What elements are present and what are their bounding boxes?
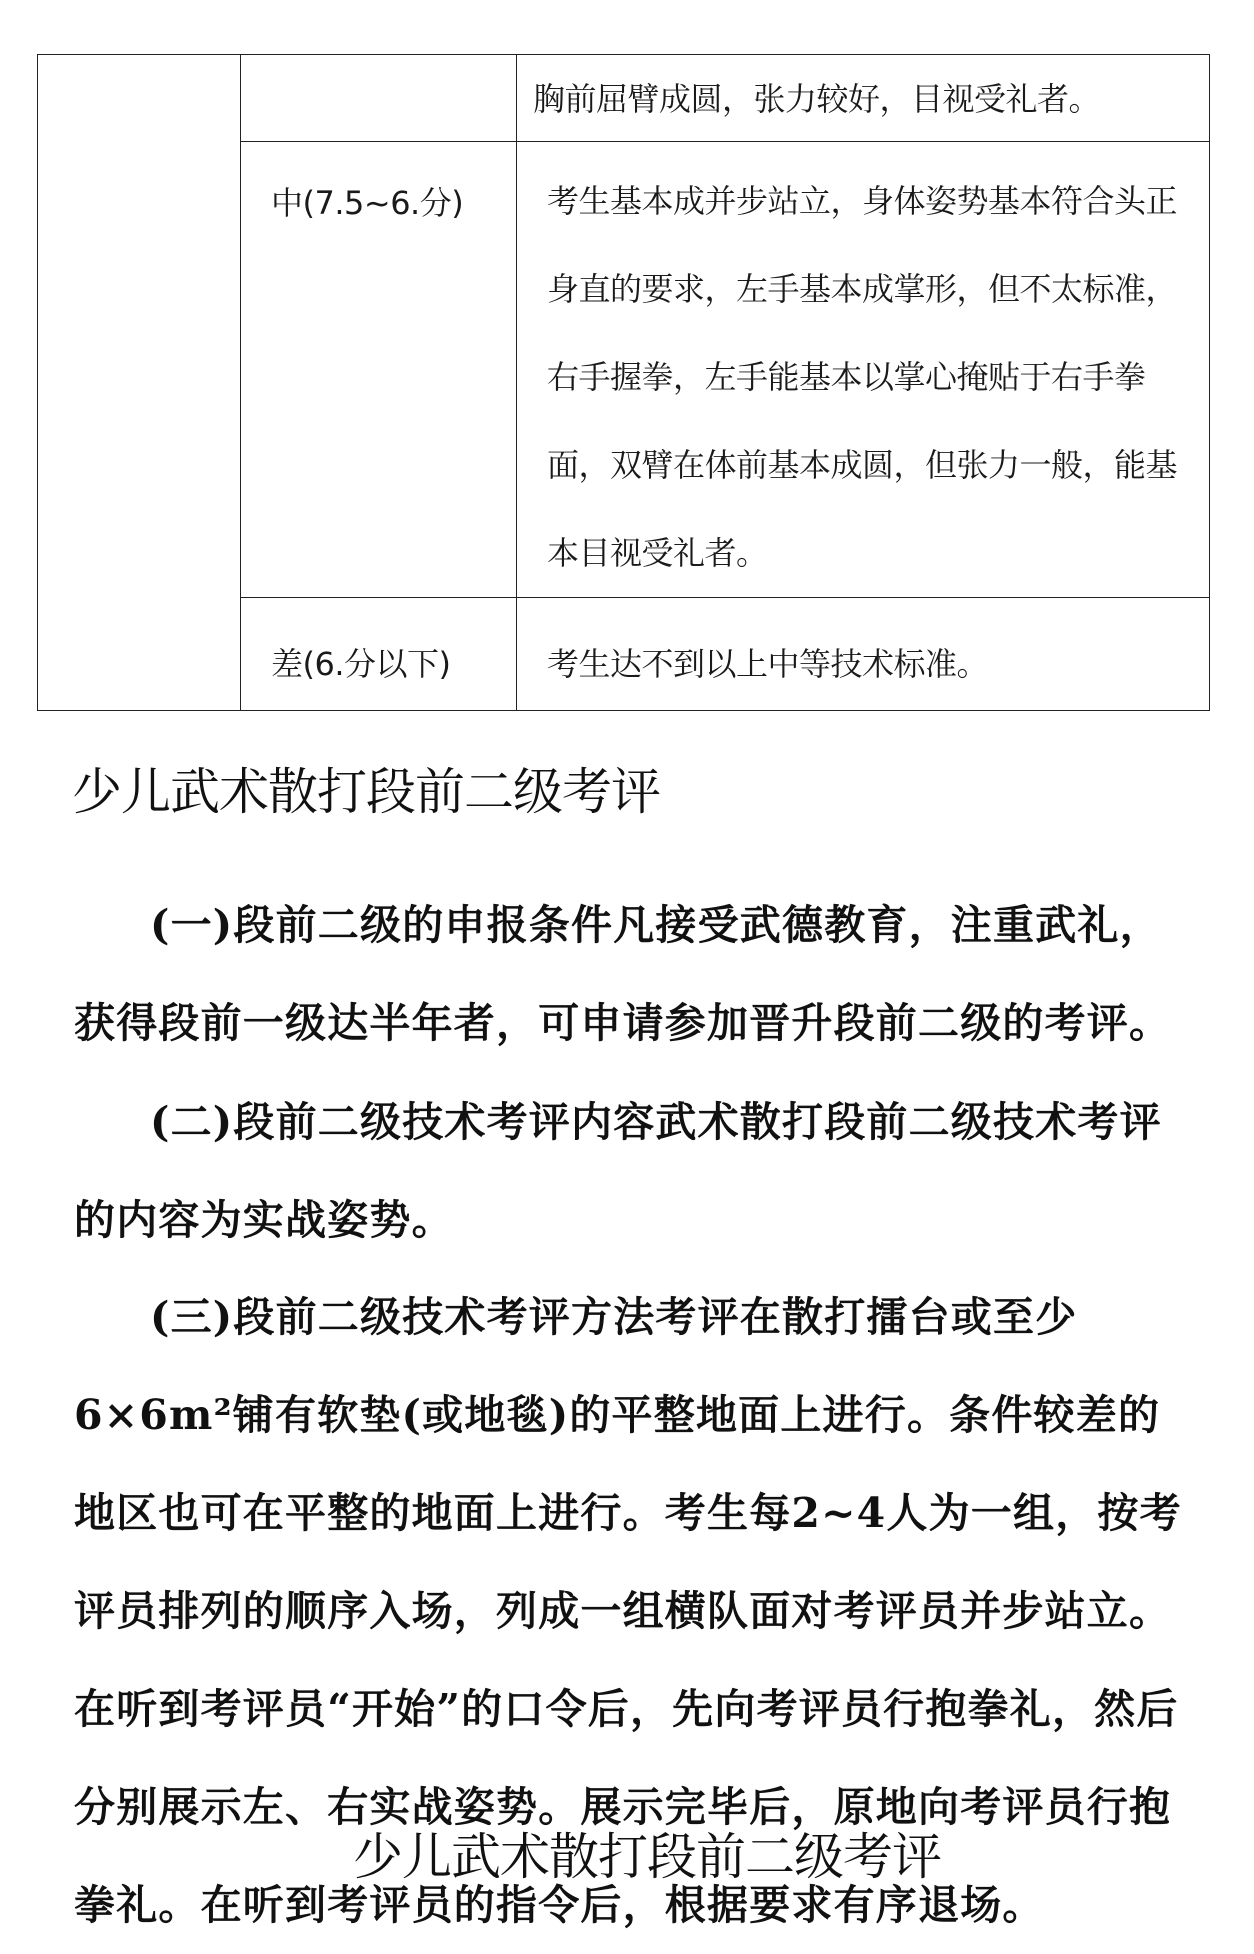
paragraph-assessment-content: (二)段前二级技术考评内容武术散打段前二级技术考评的内容为实战姿势。: [74, 1098, 1162, 1244]
grade-cell: [241, 598, 517, 711]
grade-description: 考生基本成并步站立，身体姿势基本符合头正身直的要求，左手基本成掌形，但不太标准，右手握拳，左手能基本以掌心掩贴于右手拳面，双臂在体前基本成圆，但张力一般，能基本目视受礼者。: [547, 182, 1178, 572]
grade-description: 胸前屈臂成圆，张力较好，目视受礼者。: [533, 80, 1101, 118]
grade-cell: [241, 142, 517, 598]
section-heading: 少儿武术散打段前二级考评: [72, 763, 660, 821]
paragraph-assessment-method: (三)段前二级技术考评方法考评在散打擂台或至少6×6m²铺有软垫(或地毯)的平整地面上进行。条件较差的地区也可在平整的地面上进行。考生每2~4人为一组，按考评员排列的顺序入场，列成一组横队面对考评员并步站立。在听到考评员“开始”的口令后，先向考评员行抱拳礼，然后分别展示左、右实战姿势。展示完毕后，原地向考评员行抱拳礼。在听到考评员的指令后，根据要求有序退场。: [74, 1293, 1182, 1929]
footer-heading: 少儿武术散打段前二级考评: [353, 1828, 941, 1886]
grade-cell: [241, 55, 517, 142]
description-cell: [517, 142, 1210, 598]
grade-label: 中(7.5~6.分): [271, 184, 464, 222]
paragraph-application-conditions: (一)段前二级的申报条件凡接受武德教育，注重武礼，获得段前一级达半年者，可申请参加晋升段前二级的考评。: [74, 901, 1172, 1047]
grade-label: 差(6.分以下): [271, 645, 451, 683]
category-cell: [38, 55, 241, 711]
grade-label: [241, 55, 516, 94]
grade-description: 考生达不到以上中等技术标准。: [547, 645, 989, 683]
description-cell: [517, 598, 1210, 711]
grading-table: [37, 54, 1210, 711]
